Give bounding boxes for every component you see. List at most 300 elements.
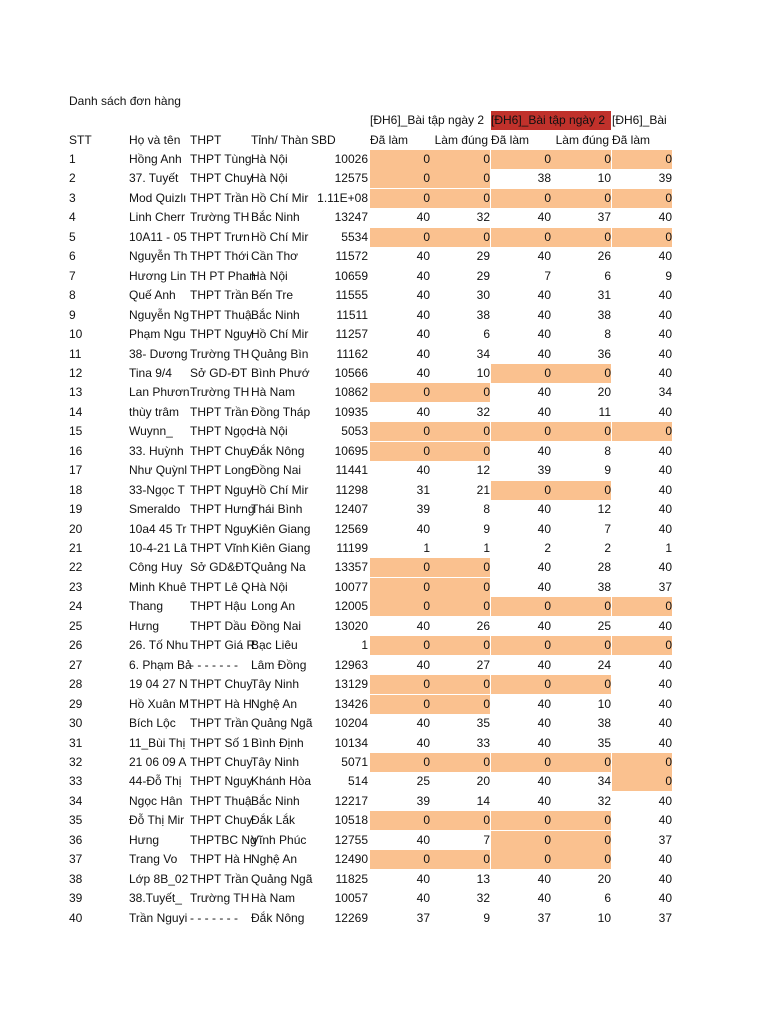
- cell-score: 0: [491, 364, 551, 383]
- cell-stt: 21: [69, 541, 83, 555]
- cell-school: THPT Nguy: [190, 327, 253, 341]
- cell-score: 0: [370, 811, 430, 830]
- cell-stt: 7: [69, 269, 76, 283]
- cell-score: 9: [604, 463, 611, 477]
- cell-score: 0: [430, 422, 490, 441]
- cell-school: THPT Nguy: [190, 483, 253, 497]
- sheet-title: Danh sách đơn hàng: [69, 94, 181, 108]
- cell-name: 33-Ngọc T: [129, 483, 185, 497]
- cell-score: 0: [370, 695, 430, 714]
- cell-province: Đắk Nông: [251, 911, 305, 925]
- cell-score: 0: [491, 850, 551, 869]
- cell-school: THPT Thới: [190, 249, 249, 263]
- cell-province: Hà Nam: [251, 385, 296, 399]
- cell-score: 40: [658, 347, 672, 361]
- group-header-2: [ĐH6]_Bài tập ngày 2: [491, 111, 611, 130]
- cell-school: THPT Dầu: [190, 619, 247, 633]
- cell-score: 40: [658, 210, 672, 224]
- cell-stt: 33: [69, 774, 83, 788]
- cell-name: 38.Tuyết_: [129, 891, 182, 905]
- cell-score: 21: [476, 483, 490, 497]
- cell-name: Bích Lộc: [129, 716, 176, 730]
- cell-sbd: 11162: [336, 347, 368, 361]
- cell-name: Thang: [129, 599, 164, 613]
- cell-sbd: 12407: [334, 502, 368, 516]
- cell-score: 0: [551, 422, 611, 441]
- cell-score: 8: [604, 327, 611, 341]
- cell-score: 10: [476, 366, 490, 380]
- cell-province: Hà Nam: [251, 891, 296, 905]
- cell-name: 26. Tố Nhu: [129, 638, 189, 652]
- cell-score: 0: [430, 383, 490, 402]
- cell-score: 0: [491, 831, 551, 850]
- cell-score: 0: [430, 597, 490, 616]
- cell-score: 38: [597, 580, 611, 594]
- cell-score: 40: [416, 891, 430, 905]
- cell-score: 10: [597, 911, 611, 925]
- cell-sbd: 10026: [334, 152, 368, 166]
- cell-score: 39: [416, 794, 430, 808]
- cell-name: Linh Cherr: [129, 210, 186, 224]
- cell-stt: 32: [69, 755, 83, 769]
- cell-score: 20: [476, 774, 490, 788]
- cell-province: Bắc Ninh: [251, 794, 300, 808]
- cell-sbd: 10862: [334, 385, 368, 399]
- cell-score: 40: [537, 522, 551, 536]
- cell-name: 37. Tuyết: [129, 171, 179, 185]
- cell-sbd: 12963: [334, 658, 368, 672]
- cell-score: 0: [551, 228, 611, 247]
- cell-province: Hà Nội: [251, 152, 288, 166]
- cell-score: 12: [597, 502, 611, 516]
- cell-name: Quế Anh: [129, 288, 176, 302]
- cell-score: 37: [416, 911, 430, 925]
- cell-score: 40: [658, 736, 672, 750]
- cell-score: 40: [537, 891, 551, 905]
- cell-score: 1: [423, 541, 430, 555]
- cell-province: Hồ Chí Mir: [251, 230, 309, 244]
- cell-score: 40: [416, 308, 430, 322]
- cell-score: 0: [612, 150, 672, 169]
- cell-score: 40: [537, 716, 551, 730]
- cell-score: 0: [370, 383, 430, 402]
- cell-school: THPT Nguy: [190, 774, 253, 788]
- cell-score: 7: [544, 269, 551, 283]
- cell-score: 11: [598, 405, 611, 419]
- cell-sbd: 11298: [335, 483, 368, 497]
- cell-stt: 18: [69, 483, 83, 497]
- cell-score: 0: [551, 364, 611, 383]
- cell-score: 0: [370, 753, 430, 772]
- cell-name: 19 04 27 N: [129, 677, 188, 691]
- cell-score: 20: [597, 385, 611, 399]
- cell-score: 40: [658, 327, 672, 341]
- cell-score: 32: [597, 794, 611, 808]
- cell-name: Hương Lin: [129, 269, 187, 283]
- cell-score: 6: [483, 327, 490, 341]
- cell-stt: 22: [69, 560, 83, 574]
- cell-score: 34: [658, 385, 672, 399]
- cell-sbd: 5071: [341, 755, 368, 769]
- cell-stt: 6: [69, 249, 76, 263]
- cell-province: Nghệ An: [251, 852, 298, 866]
- cell-school: THPT Số 1: [190, 736, 250, 750]
- cell-score: 40: [537, 327, 551, 341]
- cell-score: 0: [430, 695, 490, 714]
- cell-score: 9: [483, 911, 490, 925]
- cell-stt: 40: [69, 911, 83, 925]
- cell-province: Hà Nội: [251, 269, 288, 283]
- cell-score: 0: [491, 636, 551, 655]
- cell-stt: 23: [69, 580, 83, 594]
- cell-stt: 37: [69, 852, 83, 866]
- cell-sbd: 11511: [336, 308, 368, 322]
- cell-name: Trần Nguyi: [129, 911, 188, 925]
- cell-score: 0: [491, 811, 551, 830]
- cell-score: 0: [491, 150, 551, 169]
- cell-score: 0: [370, 228, 430, 247]
- cell-stt: 14: [69, 405, 83, 419]
- cell-stt: 13: [69, 385, 83, 399]
- cell-stt: 36: [69, 833, 83, 847]
- cell-province: Hồ Chí Mir: [251, 327, 309, 341]
- cell-school: THPT Ngọc: [190, 424, 253, 438]
- cell-score: 6: [604, 269, 611, 283]
- cell-sbd: 13247: [334, 210, 368, 224]
- cell-score: 40: [416, 405, 430, 419]
- cell-score: 0: [430, 636, 490, 655]
- cell-score: 0: [612, 228, 672, 247]
- cell-score: 40: [658, 872, 672, 886]
- cell-score: 0: [370, 558, 430, 577]
- cell-score: 40: [537, 405, 551, 419]
- cell-stt: 27: [69, 658, 83, 672]
- cell-score: 10: [597, 171, 611, 185]
- cell-name: Như Quỳnl: [129, 463, 188, 477]
- cell-school: THPT Trần: [190, 288, 249, 302]
- cell-school: THPT Chuy: [190, 171, 253, 185]
- cell-score: 0: [430, 675, 490, 694]
- cell-sbd: 10204: [334, 716, 368, 730]
- cell-school: THPT Thuậ: [190, 794, 252, 808]
- cell-province: Hà Nội: [251, 580, 288, 594]
- cell-score: 40: [537, 347, 551, 361]
- cell-province: Quảng Na: [251, 560, 306, 574]
- cell-score: 40: [537, 697, 551, 711]
- column-header-correct-1: Làm đúng: [434, 133, 488, 147]
- cell-score: 29: [476, 269, 490, 283]
- cell-stt: 8: [69, 288, 76, 302]
- cell-province: Kiên Giang: [251, 541, 311, 555]
- cell-score: 0: [491, 481, 551, 500]
- cell-score: 40: [416, 833, 430, 847]
- cell-score: 35: [597, 736, 611, 750]
- cell-sbd: 11825: [335, 872, 368, 886]
- cell-school: - - - - - - -: [190, 658, 238, 672]
- cell-school: Trường TH: [190, 210, 250, 224]
- cell-score: 0: [370, 422, 430, 441]
- cell-sbd: 11257: [335, 327, 368, 341]
- cell-province: Đồng Tháp: [251, 405, 311, 419]
- cell-province: Hồ Chí Mir: [251, 191, 309, 205]
- cell-score: 37: [597, 210, 611, 224]
- cell-score: 24: [597, 658, 611, 672]
- group-header-1: [ĐH6]_Bài tập ngày 2: [370, 113, 485, 127]
- cell-score: 37: [658, 911, 672, 925]
- cell-sbd: 10935: [334, 405, 368, 419]
- cell-sbd: 13020: [334, 619, 368, 633]
- cell-stt: 4: [69, 210, 76, 224]
- cell-score: 39: [416, 502, 430, 516]
- cell-province: Đồng Nai: [251, 463, 302, 477]
- cell-stt: 20: [69, 522, 83, 536]
- cell-score: 0: [612, 772, 672, 791]
- cell-score: 40: [537, 872, 551, 886]
- cell-sbd: 10695: [334, 444, 368, 458]
- cell-school: THPT Hà H: [190, 697, 252, 711]
- cell-score: 0: [370, 675, 430, 694]
- cell-score: 40: [658, 502, 672, 516]
- cell-score: 40: [658, 619, 672, 633]
- cell-score: 31: [416, 483, 430, 497]
- cell-score: 0: [551, 831, 611, 850]
- cell-stt: 30: [69, 716, 83, 730]
- cell-sbd: 12217: [334, 794, 368, 808]
- cell-name: 44-Đỗ Thị: [129, 774, 182, 788]
- cell-sbd: 12490: [334, 852, 368, 866]
- cell-score: 10: [597, 697, 611, 711]
- cell-score: 35: [476, 716, 490, 730]
- cell-score: 0: [491, 675, 551, 694]
- cell-province: Hồ Chí Mir: [251, 483, 309, 497]
- cell-score: 40: [416, 327, 430, 341]
- cell-score: 0: [491, 422, 551, 441]
- cell-score: 40: [658, 813, 672, 827]
- cell-score: 40: [416, 658, 430, 672]
- cell-stt: 26: [69, 638, 83, 652]
- cell-score: 40: [658, 463, 672, 477]
- cell-name: Công Huy: [129, 560, 183, 574]
- cell-score: 36: [597, 347, 611, 361]
- cell-score: 40: [658, 288, 672, 302]
- cell-score: 29: [476, 249, 490, 263]
- cell-score: 1: [665, 541, 672, 555]
- cell-province: Bến Tre: [251, 288, 294, 302]
- cell-province: Khánh Hòa: [251, 774, 312, 788]
- column-header-done-3: Đã làm: [612, 133, 651, 147]
- cell-score: 20: [597, 872, 611, 886]
- cell-score: 40: [537, 560, 551, 574]
- cell-name: Hồng Anh: [129, 152, 182, 166]
- cell-score: 0: [430, 150, 490, 169]
- cell-score: 40: [416, 249, 430, 263]
- cell-score: 40: [537, 580, 551, 594]
- column-header-sbd: SBD: [311, 133, 336, 147]
- cell-score: 40: [537, 444, 551, 458]
- cell-sbd: 1: [361, 638, 368, 652]
- cell-score: 0: [612, 753, 672, 772]
- cell-score: 0: [370, 442, 430, 461]
- cell-school: THPT Chuy: [190, 444, 253, 458]
- cell-score: 0: [370, 597, 430, 616]
- cell-stt: 17: [69, 463, 83, 477]
- cell-name: Minh Khuê: [129, 580, 187, 594]
- cell-province: Nghệ An: [251, 697, 298, 711]
- cell-score: 27: [476, 658, 490, 672]
- cell-province: Đồng Nai: [251, 619, 302, 633]
- cell-stt: 16: [69, 444, 83, 458]
- cell-score: 8: [483, 502, 490, 516]
- cell-province: Lâm Đồng: [251, 658, 307, 672]
- cell-sbd: 12569: [334, 522, 368, 536]
- cell-school: THPT Thuậ: [190, 308, 252, 322]
- cell-score: 0: [430, 442, 490, 461]
- cell-stt: 2: [69, 171, 76, 185]
- cell-score: 37: [658, 580, 672, 594]
- cell-province: Thái Bình: [251, 502, 303, 516]
- cell-province: Tây Ninh: [251, 677, 300, 691]
- cell-school: Trường TH: [190, 891, 250, 905]
- cell-school: THPT Lê Q: [190, 580, 251, 594]
- cell-score: 39: [658, 171, 672, 185]
- cell-score: 32: [476, 210, 490, 224]
- cell-province: Bình Định: [251, 736, 304, 750]
- cell-school: THPT Chuy: [190, 677, 253, 691]
- cell-score: 40: [658, 677, 672, 691]
- cell-score: 0: [491, 753, 551, 772]
- cell-sbd: 10518: [334, 813, 368, 827]
- cell-stt: 38: [69, 872, 83, 886]
- cell-name: Lan Phươn: [129, 385, 190, 399]
- cell-score: 40: [416, 288, 430, 302]
- cell-province: Long An: [251, 599, 296, 613]
- cell-score: 7: [604, 522, 611, 536]
- cell-score: 9: [483, 522, 490, 536]
- cell-score: 0: [430, 169, 490, 188]
- cell-name: 21 06 09 A: [129, 755, 187, 769]
- cell-province: Kiên Giang: [251, 522, 311, 536]
- cell-score: 2: [604, 541, 611, 555]
- cell-school: THPT Hà H: [190, 852, 252, 866]
- cell-stt: 11: [69, 347, 82, 361]
- cell-score: 1: [483, 541, 490, 555]
- cell-score: 25: [416, 774, 430, 788]
- column-header-school: THPT: [190, 133, 222, 147]
- cell-score: 2: [544, 541, 551, 555]
- cell-school: THPT Trần: [190, 716, 249, 730]
- cell-name: Hưng: [129, 833, 160, 847]
- cell-score: 0: [430, 578, 490, 597]
- cell-name: 10A11 - 05: [129, 230, 187, 244]
- cell-score: 0: [551, 150, 611, 169]
- cell-sbd: 10659: [334, 269, 368, 283]
- cell-score: 40: [537, 210, 551, 224]
- cell-score: 40: [416, 872, 430, 886]
- cell-score: 0: [430, 850, 490, 869]
- cell-score: 40: [658, 405, 672, 419]
- cell-score: 12: [476, 463, 490, 477]
- cell-score: 25: [597, 619, 611, 633]
- cell-name: Nguyễn Th: [129, 249, 188, 263]
- cell-score: 0: [551, 753, 611, 772]
- cell-sbd: 13129: [334, 677, 368, 691]
- cell-score: 38: [597, 308, 611, 322]
- cell-name: Hưng: [129, 619, 160, 633]
- cell-score: 40: [537, 288, 551, 302]
- cell-school: THPT Chuy: [190, 813, 253, 827]
- cell-name: 11_Bùi Thị: [129, 736, 186, 750]
- cell-score: 0: [491, 228, 551, 247]
- cell-school: THPT Chuy: [190, 755, 253, 769]
- cell-province: Bắc Ninh: [251, 308, 300, 322]
- column-header-done-2: Đã làm: [491, 133, 530, 147]
- cell-province: Bình Phướ: [251, 366, 310, 380]
- cell-score: 0: [491, 597, 551, 616]
- cell-name: Wuynn_: [129, 424, 173, 438]
- cell-name: Phạm Ngu: [129, 327, 186, 341]
- cell-score: 40: [658, 249, 672, 263]
- cell-score: 14: [476, 794, 490, 808]
- cell-province: Vĩnh Phúc: [251, 833, 307, 847]
- cell-province: Quảng Ngã: [251, 716, 313, 730]
- column-header-name: Họ và tên: [129, 133, 181, 147]
- cell-province: Bắc Ninh: [251, 210, 300, 224]
- cell-school: Sở GD-ĐT: [190, 366, 248, 380]
- cell-name: Tina 9/4: [129, 366, 172, 380]
- cell-score: 40: [416, 269, 430, 283]
- cell-stt: 3: [69, 191, 76, 205]
- cell-score: 26: [597, 249, 611, 263]
- cell-score: 0: [612, 636, 672, 655]
- cell-stt: 12: [69, 366, 83, 380]
- cell-sbd: 11572: [335, 249, 368, 263]
- cell-sbd: 13357: [334, 560, 368, 574]
- cell-stt: 5: [69, 230, 76, 244]
- cell-score: 0: [551, 850, 611, 869]
- cell-province: Tây Ninh: [251, 755, 300, 769]
- cell-score: 0: [370, 169, 430, 188]
- cell-score: 0: [551, 675, 611, 694]
- cell-school: THPT Trần: [190, 405, 249, 419]
- column-header-stt: STT: [69, 133, 92, 147]
- cell-province: Hà Nội: [251, 424, 288, 438]
- cell-stt: 9: [69, 308, 76, 322]
- cell-school: Sở GD&ĐT: [190, 560, 252, 574]
- cell-name: thùy trâm: [129, 405, 180, 419]
- cell-score: 40: [658, 658, 672, 672]
- cell-score: 0: [612, 597, 672, 616]
- cell-province: Cần Thơ: [251, 249, 299, 263]
- cell-score: 0: [612, 422, 672, 441]
- cell-score: 0: [370, 578, 430, 597]
- cell-score: 40: [537, 658, 551, 672]
- cell-score: 0: [430, 753, 490, 772]
- cell-score: 40: [537, 249, 551, 263]
- cell-sbd: 12269: [334, 911, 368, 925]
- cell-score: 40: [658, 891, 672, 905]
- cell-sbd: 12575: [334, 171, 368, 185]
- cell-score: 0: [430, 558, 490, 577]
- cell-score: 0: [551, 189, 611, 208]
- cell-score: 40: [416, 522, 430, 536]
- cell-score: 8: [604, 444, 611, 458]
- cell-province: Hà Nội: [251, 171, 288, 185]
- cell-score: 34: [597, 774, 611, 788]
- cell-score: 40: [658, 366, 672, 380]
- cell-school: THPT Hưng: [190, 502, 255, 516]
- cell-score: 6: [604, 891, 611, 905]
- cell-stt: 35: [69, 813, 83, 827]
